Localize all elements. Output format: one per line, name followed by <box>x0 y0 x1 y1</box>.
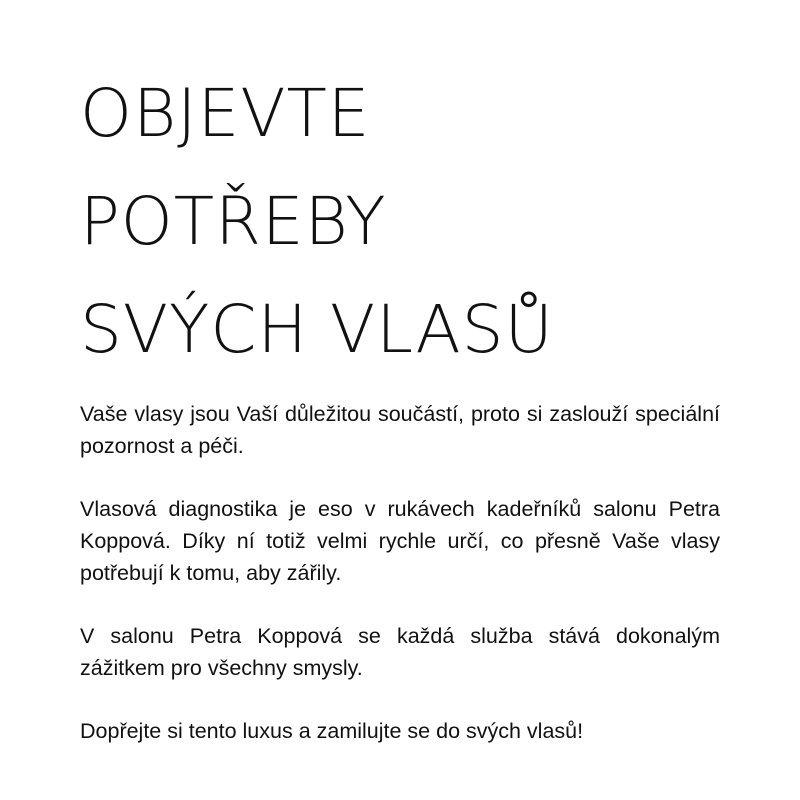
headline <box>80 60 740 384</box>
headline-line-1: OBJEVTE <box>80 75 371 152</box>
paragraph-intro: Vaše vlasy jsou Vaší důležitou součástí, proto si zaslouží speciální pozornost a péči. <box>80 402 720 458</box>
body-text <box>80 398 720 747</box>
paragraph-diagnostics: Vlasová diagnostika je eso v rukávech kadeřníků salonu Petra Koppová. Díky ní totiž velmi rychle určí, co přesně Vaše vlasy potřebují k tomu, aby zářily. <box>80 497 720 585</box>
headline-line-2: POTŘEBY <box>80 183 387 260</box>
paragraph-experience: V salonu Petra Koppová se každá služba stává dokonalým zážitkem pro všechny smysly. <box>80 624 720 680</box>
headline-line-3: SVÝCH VLASŮ <box>80 291 554 368</box>
paragraph-closing: Dopřejte si tento luxus a zamilujte se do svých vlasů! <box>80 719 584 743</box>
